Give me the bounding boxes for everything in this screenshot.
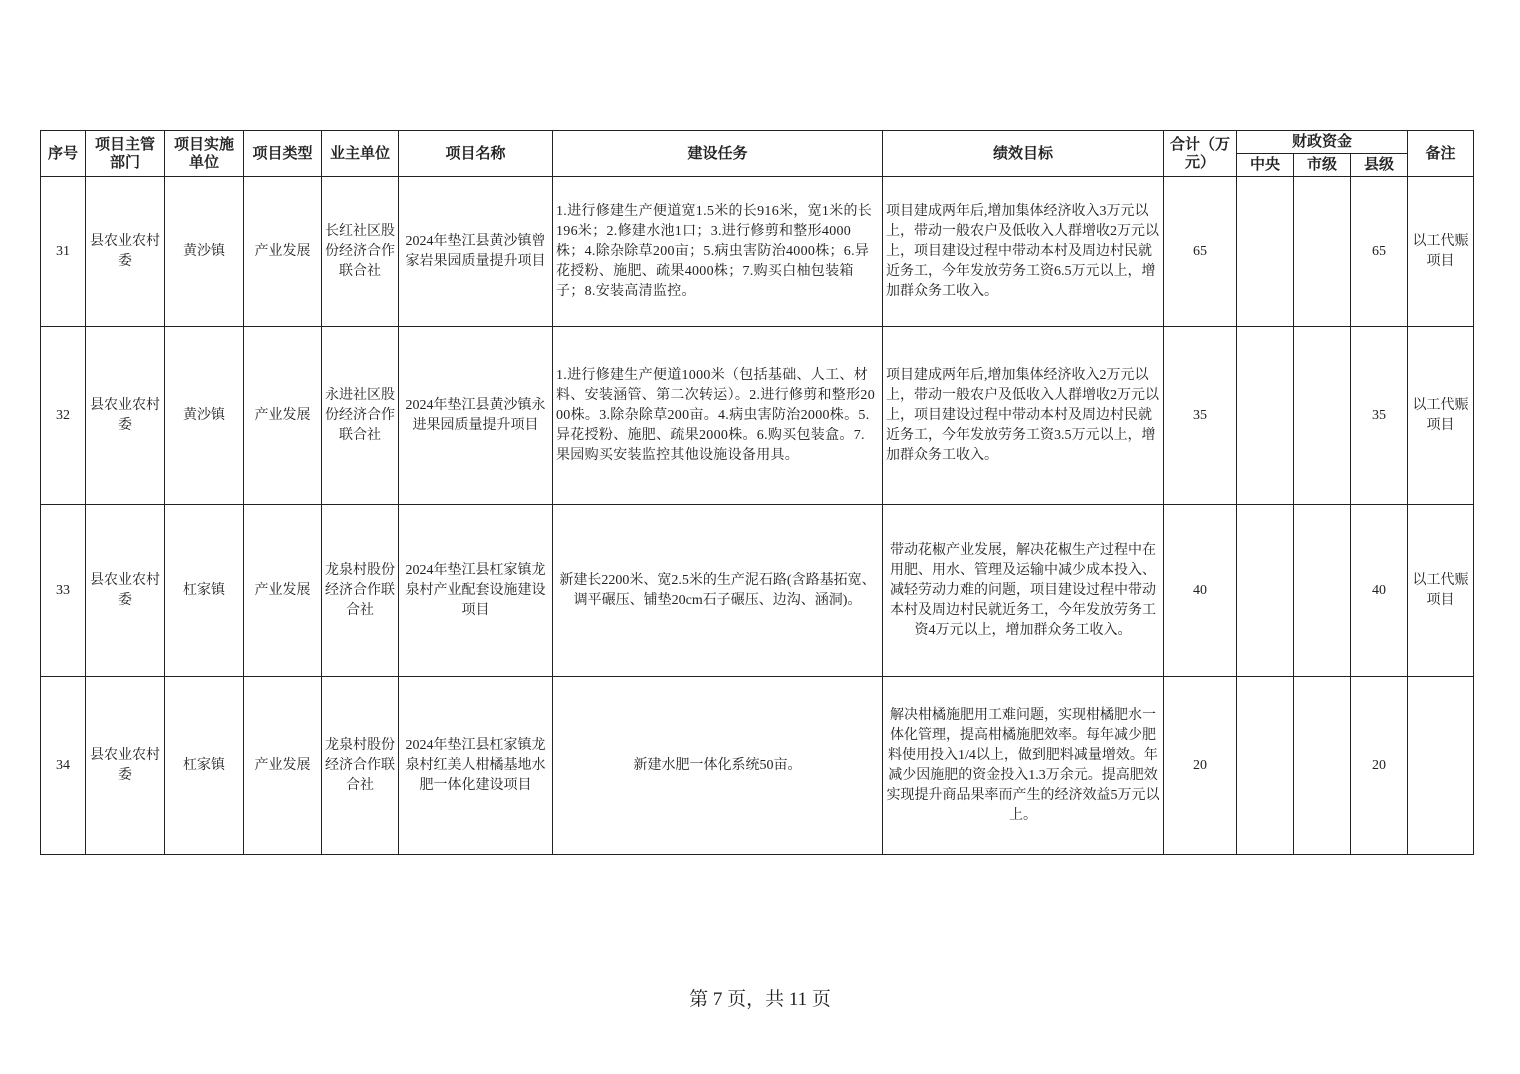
cell-name: 2024年垫江县黄沙镇永进果园质量提升项目 [399, 327, 553, 505]
cell-goal: 解决柑橘施肥用工难问题，实现柑橘肥水一体化管理，提高柑橘施肥效率。每年减少肥料使用投入1/4以上，做到肥料减量增效。年减少因施肥的资金投入1.3万余元。提高肥效实现提升商品果率而产生的经济效益5万元以上。 [883, 677, 1164, 855]
header-seq: 序号 [41, 131, 86, 177]
cell-task: 新建水肥一体化系统50亩。 [553, 677, 883, 855]
header-owner: 业主单位 [322, 131, 399, 177]
table-row [41, 505, 1474, 677]
header-total: 合计（万元） [1164, 131, 1237, 177]
cell-city [1294, 505, 1351, 677]
cell-county: 35 [1351, 327, 1408, 505]
cell-dept: 县农业农村委 [86, 505, 165, 677]
header-type: 项目类型 [244, 131, 322, 177]
cell-city [1294, 177, 1351, 327]
cell-total: 35 [1164, 327, 1237, 505]
cell-goal: 带动花椒产业发展，解决花椒生产过程中在用肥、用水、管理及运输中减少成本投入、减轻劳动力难的问题，项目建设过程中带动本村及周边村民就近务工，今年发放劳务工资4万元以上，增加群众务工收入。 [883, 505, 1164, 677]
header-dept: 项目主管部门 [86, 131, 165, 177]
cell-task: 新建长2200米、宽2.5米的生产泥石路(含路基拓宽、调平碾压、铺垫20cm石子碾压、边沟、涵洞)。 [553, 505, 883, 677]
header-name: 项目名称 [399, 131, 553, 177]
cell-seq: 32 [41, 327, 86, 505]
cell-name: 2024年垫江县杠家镇龙泉村产业配套设施建设项目 [399, 505, 553, 677]
table-row [41, 327, 1474, 505]
cell-owner: 永进社区股份经济合作联合社 [322, 327, 399, 505]
cell-impl: 杠家镇 [165, 677, 244, 855]
cell-dept: 县农业农村委 [86, 327, 165, 505]
cell-remark: 以工代赈项目 [1408, 177, 1474, 327]
cell-name: 2024年垫江县杠家镇龙泉村红美人柑橘基地水肥一体化建设项目 [399, 677, 553, 855]
cell-total: 65 [1164, 177, 1237, 327]
cell-city [1294, 327, 1351, 505]
cell-total: 20 [1164, 677, 1237, 855]
header-central: 中央 [1237, 154, 1294, 177]
cell-central [1237, 327, 1294, 505]
cell-seq: 31 [41, 177, 86, 327]
cell-owner: 长红社区股份经济合作联合社 [322, 177, 399, 327]
project-table [40, 130, 1474, 855]
cell-task: 1.进行修建生产便道1000米（包括基础、人工、材料、安装涵管、第二次转运）。2.进行修剪和整形2000株。3.除杂除草200亩。4.病虫害防治2000株。5.异花授粉、施肥、疏果2000株。6.购买包装盒。7.果园购买安装监控其他设施设备用具。 [553, 327, 883, 505]
cell-impl: 杠家镇 [165, 505, 244, 677]
page-number: 第 7 页，共 11 页 [689, 989, 831, 1010]
cell-owner: 龙泉村股份经济合作联合社 [322, 505, 399, 677]
header-county: 县级 [1351, 154, 1408, 177]
header-fiscal: 财政资金 [1237, 131, 1408, 154]
cell-owner: 龙泉村股份经济合作联合社 [322, 677, 399, 855]
header-goal: 绩效目标 [883, 131, 1164, 177]
header-city: 市级 [1294, 154, 1351, 177]
cell-central [1237, 505, 1294, 677]
cell-county: 20 [1351, 677, 1408, 855]
header-remark: 备注 [1408, 131, 1474, 177]
table-row [41, 677, 1474, 855]
cell-name: 2024年垫江县黄沙镇曾家岩果园质量提升项目 [399, 177, 553, 327]
cell-goal: 项目建成两年后,增加集体经济收入2万元以上，带动一般农户及低收入人群增收2万元以上，项目建设过程中带动本村及周边村民就近务工，今年发放劳务工资3.5万元以上，增加群众务工收入。 [883, 327, 1164, 505]
cell-goal: 项目建成两年后,增加集体经济收入3万元以上，带动一般农户及低收入人群增收2万元以上，项目建设过程中带动本村及周边村民就近务工，今年发放劳务工资6.5万元以上，增加群众务工收入。 [883, 177, 1164, 327]
cell-dept: 县农业农村委 [86, 677, 165, 855]
cell-remark [1408, 677, 1474, 855]
cell-seq: 34 [41, 677, 86, 855]
cell-city [1294, 677, 1351, 855]
cell-impl: 黄沙镇 [165, 327, 244, 505]
header-task: 建设任务 [553, 131, 883, 177]
cell-remark: 以工代赈项目 [1408, 505, 1474, 677]
cell-total: 40 [1164, 505, 1237, 677]
cell-type: 产业发展 [244, 177, 322, 327]
cell-dept: 县农业农村委 [86, 177, 165, 327]
cell-seq: 33 [41, 505, 86, 677]
cell-type: 产业发展 [244, 327, 322, 505]
cell-county: 40 [1351, 505, 1408, 677]
header-impl: 项目实施单位 [165, 131, 244, 177]
cell-central [1237, 177, 1294, 327]
table-row [41, 177, 1474, 327]
cell-task: 1.进行修建生产便道宽1.5米的长916米，宽1米的长196米；2.修建水池1口；3.进行修剪和整形4000株；4.除杂除草200亩；5.病虫害防治4000株；6.异花授粉、施肥、疏果4000株；7.购买白柚包装箱子；8.安装高清监控。 [553, 177, 883, 327]
cell-central [1237, 677, 1294, 855]
cell-remark: 以工代赈项目 [1408, 327, 1474, 505]
cell-impl: 黄沙镇 [165, 177, 244, 327]
cell-type: 产业发展 [244, 505, 322, 677]
cell-type: 产业发展 [244, 677, 322, 855]
cell-county: 65 [1351, 177, 1408, 327]
